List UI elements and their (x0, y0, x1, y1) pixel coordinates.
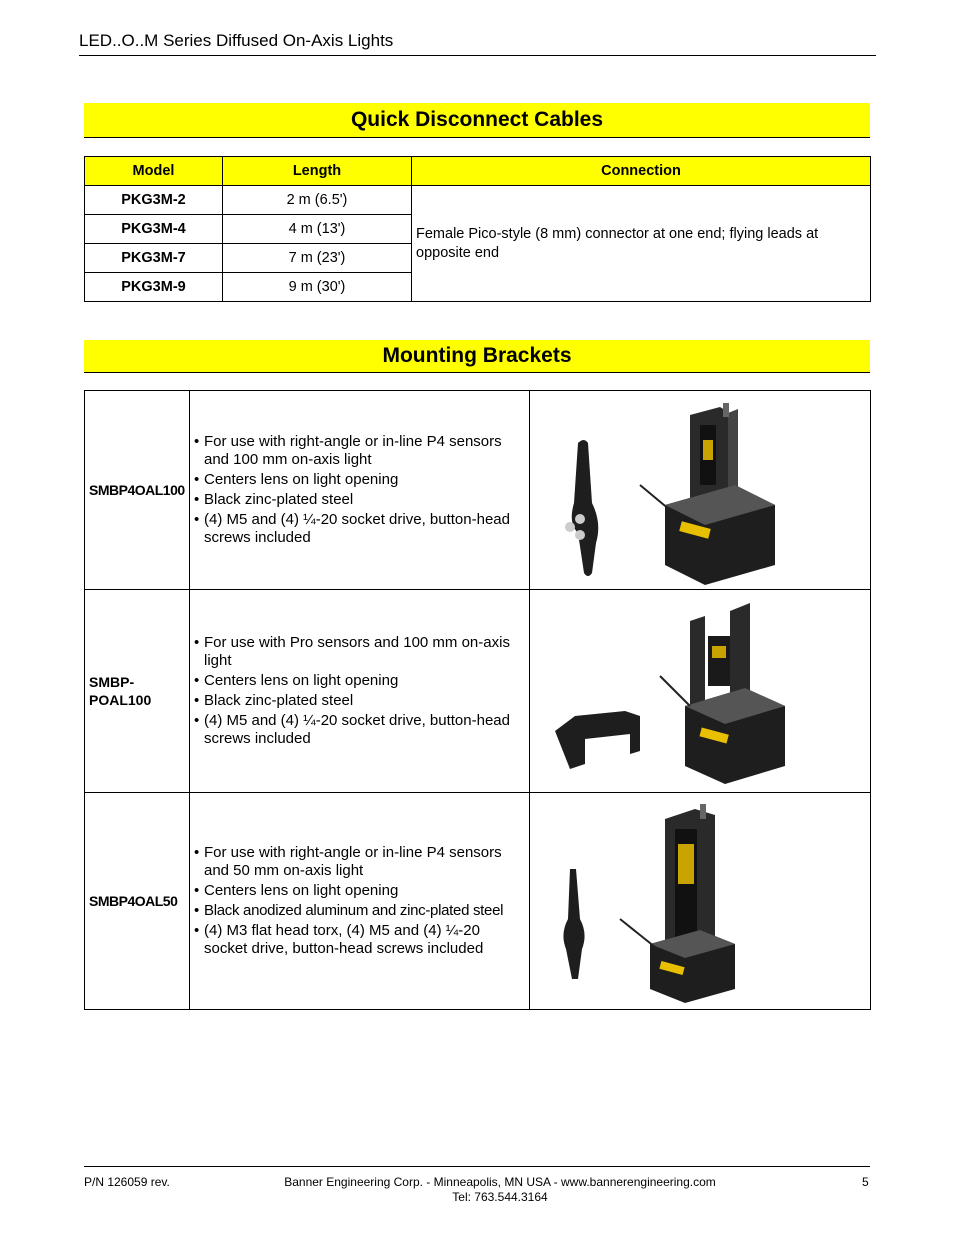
bracket-model: SMBP4OAL100 (85, 391, 190, 590)
bracket-image-cell (529, 793, 870, 1010)
cables-section-heading: Quick Disconnect Cables (84, 103, 870, 138)
cables-table (84, 156, 871, 302)
cable-model: PKG3M-9 (85, 273, 223, 302)
bracket-features (189, 590, 529, 793)
column-header-model: Model (85, 157, 223, 186)
document-header-title: LED..O..M Series Diffused On-Axis Lights (79, 31, 394, 50)
brackets-table (84, 390, 871, 1010)
footer-phone: Tel: 763.544.3164 (452, 1190, 548, 1204)
bracket-model: SMBP-POAL100 (85, 590, 190, 793)
footer-company (250, 1175, 750, 1205)
footer-divider (84, 1166, 870, 1167)
feature-item: • For use with right-angle or in-line P4 sensors and 100 mm on-axis light (194, 433, 525, 469)
column-header-length: Length (223, 157, 412, 186)
bracket-image-cell (529, 590, 870, 793)
feature-item: • Black zinc-plated steel (194, 692, 525, 710)
cable-length: 7 m (23') (223, 244, 412, 273)
footer-part-number: P/N 126059 rev. (84, 1175, 170, 1189)
cable-connection: Female Pico-style (8 mm) connector at one end; flying leads at opposite end (412, 186, 871, 302)
feature-item: • Centers lens on light opening (194, 471, 525, 489)
column-header-connection: Connection (412, 157, 871, 186)
feature-item: • For use with Pro sensors and 100 mm on-axis light (194, 634, 525, 670)
bracket-product-image (540, 395, 860, 585)
cable-model: PKG3M-2 (85, 186, 223, 215)
feature-item: • Black anodized aluminum and zinc-plated steel (194, 902, 525, 920)
feature-item: • Black zinc-plated steel (194, 491, 525, 509)
bracket-product-image (540, 799, 860, 1004)
page-number: 5 (862, 1175, 869, 1189)
table-row (85, 186, 871, 215)
bracket-product-image (540, 596, 860, 786)
bracket-features (189, 391, 529, 590)
feature-item: • Centers lens on light opening (194, 882, 525, 900)
cable-model: PKG3M-4 (85, 215, 223, 244)
bracket-image-cell (529, 391, 870, 590)
table-row (85, 590, 871, 793)
feature-item: • (4) M5 and (4) ¼-20 socket drive, button-head screws included (194, 511, 525, 547)
bracket-image (530, 799, 870, 1004)
table-row (85, 793, 871, 1010)
bracket-image (530, 596, 870, 786)
feature-item: • (4) M5 and (4) ¼-20 socket drive, button-head screws included (194, 712, 525, 748)
table-row (85, 391, 871, 590)
feature-item: • Centers lens on light opening (194, 672, 525, 690)
feature-item: • For use with right-angle or in-line P4 sensors and 50 mm on-axis light (194, 844, 525, 880)
header-divider (79, 55, 876, 56)
feature-item: • (4) M3 flat head torx, (4) M5 and (4) ¼-20 socket drive, button-head screws included (194, 922, 525, 958)
cable-length: 9 m (30') (223, 273, 412, 302)
bracket-features (189, 793, 529, 1010)
bracket-model: SMBP4OAL50 (85, 793, 190, 1010)
cable-model: PKG3M-7 (85, 244, 223, 273)
cable-length: 2 m (6.5') (223, 186, 412, 215)
footer-company-line: Banner Engineering Corp. - Minneapolis, MN USA - www.bannerengineering.com (284, 1175, 716, 1189)
table-header-row (85, 157, 871, 186)
bracket-image (530, 395, 870, 585)
cable-length: 4 m (13') (223, 215, 412, 244)
brackets-section-heading: Mounting Brackets (84, 340, 870, 373)
